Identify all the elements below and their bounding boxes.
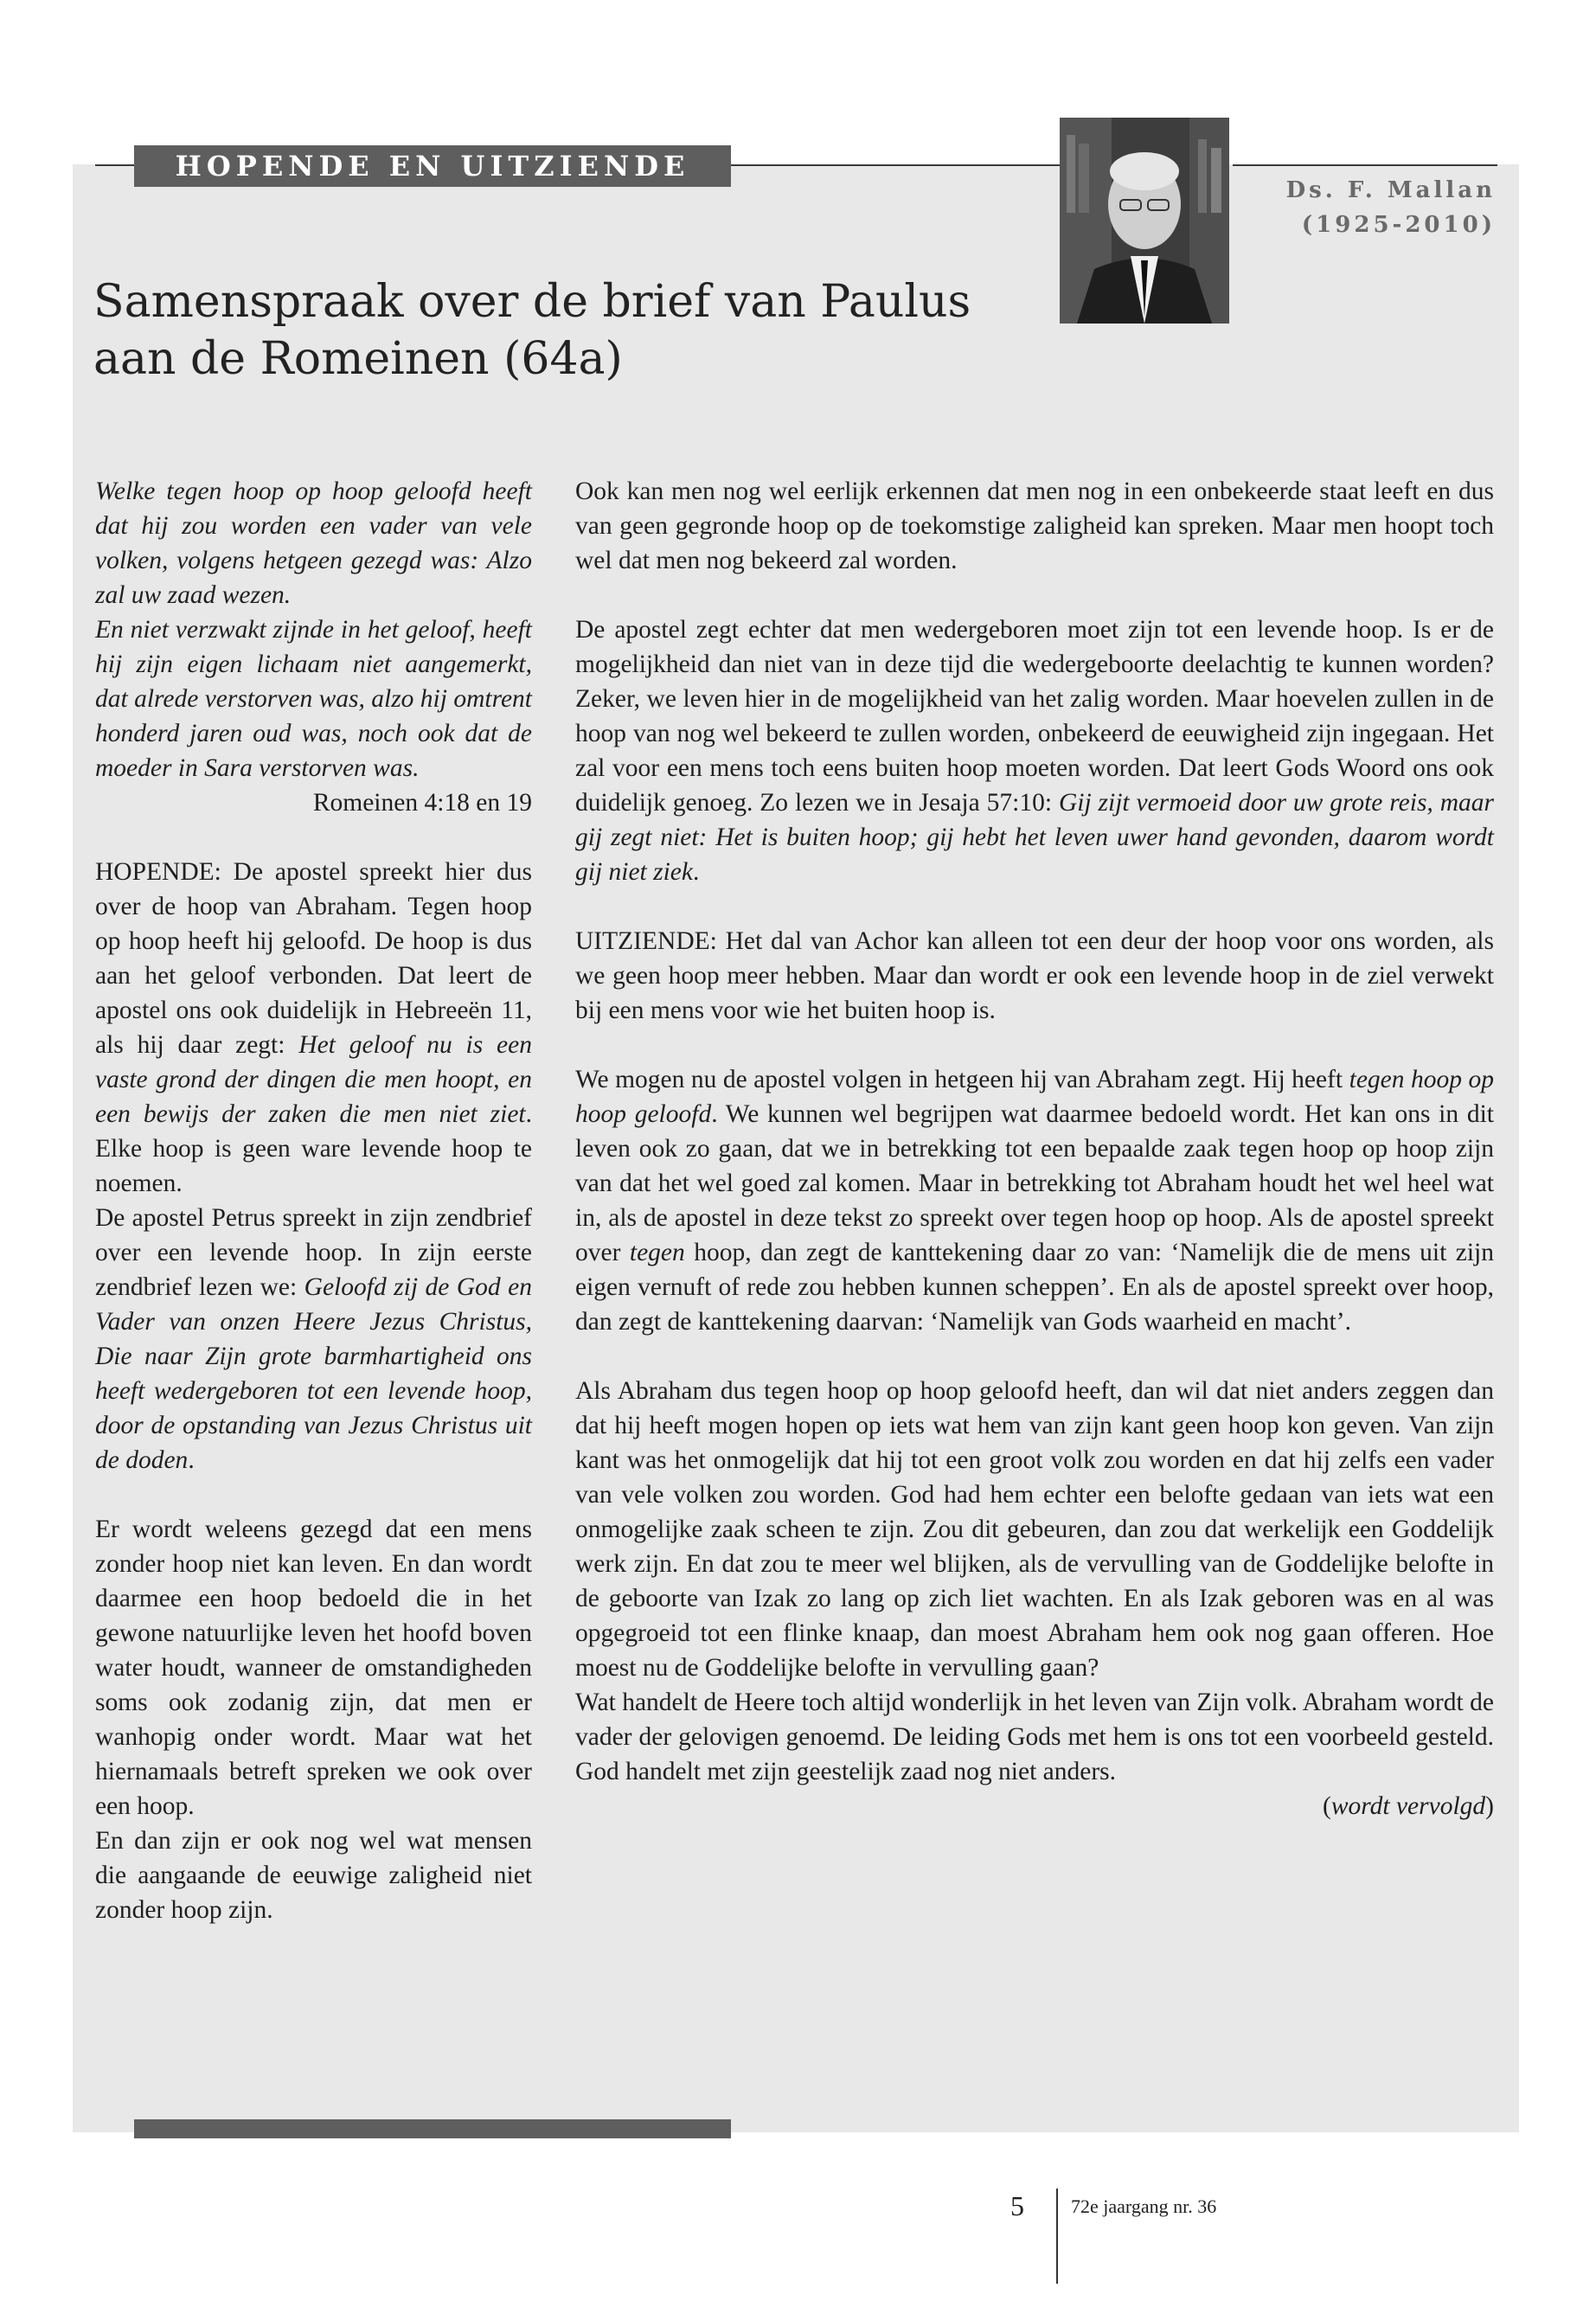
author-byline	[1286, 173, 1496, 242]
scripture-quote: Welke tegen hoop op hoop geloofd heeft dat hij zou worden een vader van vele volken, volgens hetgeen gezegd was: Alzo zal uw zaad wezen.	[95, 478, 532, 609]
scripture-quote-2: En niet verzwakt zijnde in het geloof, heeft hij zijn eigen lichaam niet aangemerkt, dat alrede verstorven was, alzo hij omtrent honderd jaren oud was, noch ook dat de moeder in Sara verstorven was.	[95, 616, 533, 782]
footer-bar	[134, 2119, 731, 2138]
header-rule-right	[1233, 164, 1497, 166]
portrait-image	[1060, 118, 1229, 324]
paragraph: We mogen nu de apostel volgen in hetgeen hij van Abraham zegt. Hij heeft tegen hoop op hoop geloofd. We kunnen wel begrijpen wat daarmee bedoeld wordt. Het kan ons in dit leven ook zo gaan, dat we in betrekking tot een bepaalde zaak tegen hoop op hoop zijn van dat het wel goed zal komen. Maar in betrekking tot Abraham houdt het wel heel wat in, als de apostel in deze tekst zo spreekt over tegen hoop op hoop. Als de apostel spreekt over tegen hoop, dan zegt de kanttekening daar zo van: ‘Namelijk die de mens uit zijn eigen vernuft of rede zou hebben kunnen scheppen’. En als de apostel spreekt over hoop, dan zegt de kanttekening daarvan: ‘Namelijk van Gods waarheid en macht’.	[575, 1066, 1494, 1336]
paragraph: HOPENDE: De apostel spreekt hier dus over de hoop van Abraham. Tegen hoop op hoop heeft hij geloofd. De hoop is dus aan het geloof verbonden. Dat leert de apostel ons ook duidelijk in Hebreeën 11, als hij daar zegt: Het geloof nu is een vaste grond der dingen die men hoopt, en een bewijs der zaken die men niet ziet. Elke hoop is geen ware levende hoop te noemen.	[95, 858, 532, 1197]
section-label: HOPENDE EN UITZIENDE	[134, 145, 731, 187]
title-line-1: Samenspraak over de brief van Paulus	[93, 276, 971, 328]
right-column	[575, 474, 1494, 1823]
author-years: (1925-2010)	[1301, 212, 1496, 238]
paragraph: De apostel Petrus spreekt in zijn zendbrief over een levende hoop. In zijn eerste zendbrief lezen we: Geloofd zij de God en Vader van onzen Heere Jezus Christus, Die naar Zijn grote barmhartigheid ons heeft wedergeboren tot een levende hoop, door de opstanding van Jezus Christus uit de doden.	[95, 1204, 532, 1474]
page-number: 5	[1010, 2190, 1024, 2221]
paragraph: Als Abraham dus tegen hoop op hoop geloofd heeft, dan wil dat niet anders zeggen dan dat hij heeft mogen hopen op iets wat hem van zijn kant geen hoop kon geven. Van zijn kant was het onmogelijk dat hij tot een groot volk zou worden en dat hij zelfs een vader van vele volken zou worden. God had hem echter een belofte gedaan van iets wat een onmogelijke zaak scheen te zijn. Zou dit gebeuren, dan zou dat werkelijk een Goddelijk werk zijn. En dat zou te meer wel blijken, als de vervulling van de Goddelijke belofte in de geboorte van Izak zo lang op zich liet wachten. En als Izak geboren was en al was opgegroeid tot een flinke knaap, dan moest Abraham hem ook nog gaan offeren. Hoe moest nu de Goddelijke belofte in vervulling gaan?	[575, 1377, 1494, 1682]
paragraph: Er wordt weleens gezegd dat een mens zonder hoop niet kan leven. En dan wordt daarmee een hoop bedoeld die in het gewone natuurlijke leven het hoofd boven water houdt, wanneer de omstandigheden soms ook zodanig zijn, dat men er wanhopig onder wordt. Maar wat het hiernamaals betreft spreken we ook over een hoop.	[95, 1516, 532, 1820]
continued-note: (wordt vervolgd)	[1323, 1792, 1494, 1820]
paragraph: Wat handelt de Heere toch altijd wonderlijk in het leven van Zijn volk. Abraham wordt de vader der gelovigen genoemd. De leiding Gods met hem is ons tot een voorbeeld gesteld. God handelt met zijn geestelijk zaad nog niet anders.	[575, 1689, 1494, 1785]
paragraph: Ook kan men nog wel eerlijk erkennen dat men nog in een onbekeerde staat leeft en dus van geen gegronde hoop op de toekomstige zaligheid kan spreken. Maar men hoopt toch wel dat men nog bekeerd zal worden.	[575, 478, 1494, 574]
author-portrait-photo	[1060, 118, 1229, 324]
paragraph: De apostel zegt echter dat men wedergeboren moet zijn tot een levende hoop. Is er de mogelijkheid dan niet van in deze tijd die wedergeboorte deelachtig te kunnen worden? Zeker, we leven hier in de mogelijkheid van het zalig worden. Maar hoevelen zullen in de hoop van nog wel bekeerd te zullen worden, onbekeerd de eeuwigheid zijn ingegaan. Het zal voor een mens toch eens buiten hoop moeten worden. Dat leert Gods Woord ons ook duidelijk genoeg. Zo lezen we in Jesaja 57:10: Gij zijt vermoeid door uw grote reis, maar gij zegt niet: Het is buiten hoop; gij hebt het leven uwer hand gevonden, daarom wordt gij niet ziek.	[575, 616, 1495, 886]
article-title	[93, 273, 1002, 388]
left-column	[95, 474, 532, 1927]
page-footer	[0, 2189, 1596, 2301]
paragraph: En dan zijn er ook nog wel wat mensen die aangaande de eeuwige zaligheid niet zonder hoop zijn.	[95, 1827, 532, 1924]
title-line-2: aan de Romeinen (64a)	[93, 333, 623, 385]
issue-label: 72e jaargang nr. 36	[1071, 2195, 1217, 2217]
scripture-reference: Romeinen 4:18 en 19	[312, 789, 532, 817]
author-name: Ds. F. Mallan	[1285, 177, 1496, 203]
paragraph: UITZIENDE: Het dal van Achor kan alleen tot een deur der hoop voor ons worden, als we geen hoop meer hebben. Maar dan wordt er ook een levende hoop in de ziel verwekt bij een mens voor wie het buiten hoop is.	[575, 927, 1494, 1024]
footer-divider	[1056, 2189, 1058, 2284]
